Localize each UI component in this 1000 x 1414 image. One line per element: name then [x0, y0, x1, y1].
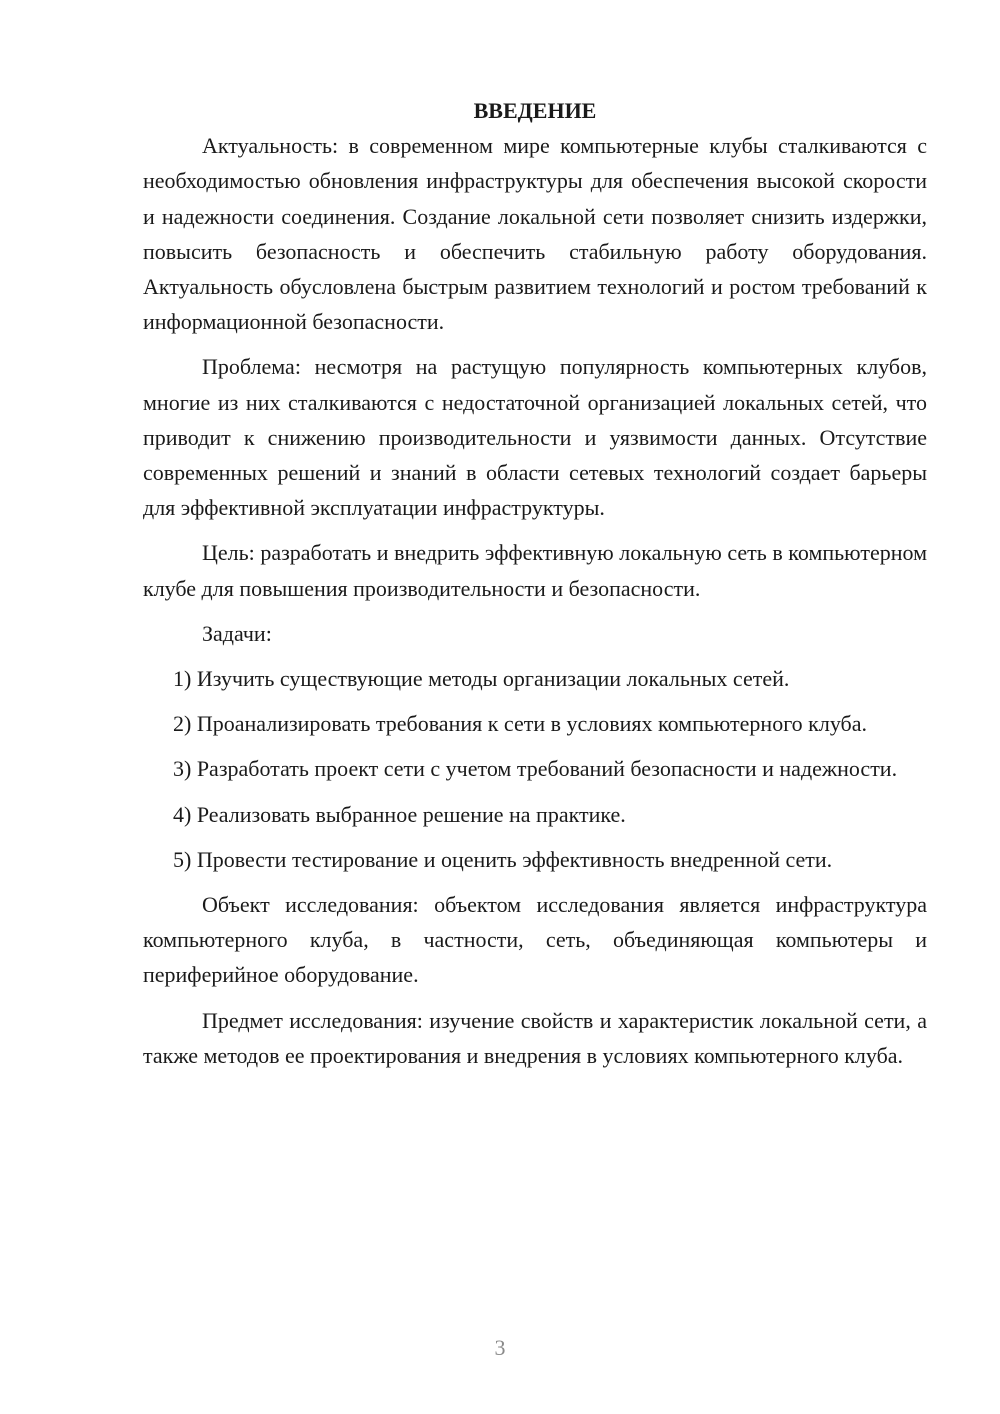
tasks-heading: Задачи: [202, 620, 272, 646]
paragraph-object: Объект исследования: объектом исследования является инфраструктура компьютерного клуба, в частности, сеть, объединяющая компьютеры и периферийное оборудование. [143, 892, 927, 988]
paragraph-subject: Предмет исследования: изучение свойств и характеристик локальной сети, а также методов ее проектирования и внедрения в условиях компьютерного клуба. [143, 1007, 927, 1068]
task-item: 5) Провести тестирование и оценить эффективность внедренной сети. [173, 846, 833, 872]
section-title: ВВЕДЕНИЕ [473, 98, 597, 123]
task-item: 2) Проанализировать требования к сети в условиях компьютерного клуба. [173, 711, 868, 737]
task-item: 4) Реализовать выбранное решение на практике. [173, 801, 626, 827]
paragraph-problem: Проблема: несмотря на растущую популярность компьютерных клубов, многие из них сталкиваются с недостаточной организацией локальных сетей, что приводит к снижению производительности и уязвимости данных. Отсутствие современных решений и знаний в области сетевых технологий создает барьеры для эффективной эксплуатации инфраструктуры. [143, 354, 927, 521]
document-body [143, 93, 927, 1083]
task-item: 1) Изучить существующие методы организации локальных сетей. [173, 666, 790, 692]
page-number: 3 [494, 1335, 506, 1360]
paragraph-goal: Цель: разработать и внедрить эффективную локальную сеть в компьютерном клубе для повышения производительности и безопасности. [143, 540, 927, 601]
task-item: 3) Разработать проект сети с учетом требований безопасности и надежности. [173, 756, 898, 782]
task-list [143, 661, 927, 877]
paragraph-relevance: Актуальность: в современном мире компьютерные клубы сталкиваются с необходимостью обновления инфраструктуры для обеспечения высокой скорости и надежности соединения. Создание локальной сети позволяет снизить издержки, повысить безопасность и обеспечить стабильную работу оборудования. Актуальность обусловлена быстрым развитием технологий и ростом требований к информационной безопасности. [143, 133, 927, 335]
